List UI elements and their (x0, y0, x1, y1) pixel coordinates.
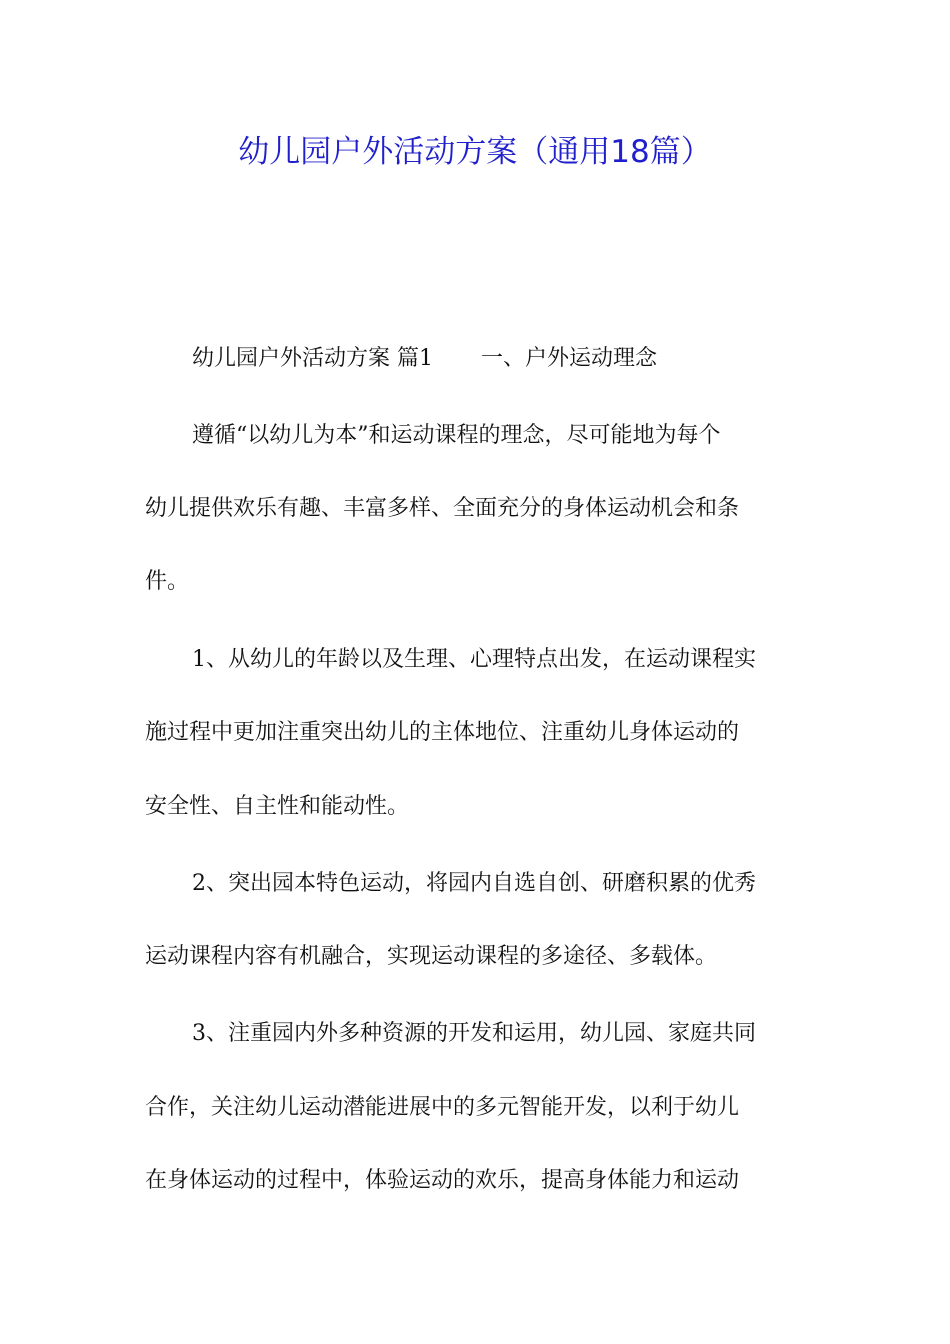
paragraph-line: 遵循“以幼儿为本”和运动课程的理念，尽可能地为每个 (192, 423, 721, 448)
section-heading-line (192, 344, 657, 374)
document-title: 幼儿园户外活动方案（通用18篇） (238, 134, 712, 170)
paragraph-line: 在身体运动的过程中，体验运动的欢乐，提高身体能力和运动 (145, 1168, 740, 1193)
paragraph-line: 施过程中更加注重突出幼儿的主体地位、注重幼儿身体运动的 (145, 720, 740, 745)
paragraph-line: 运动课程内容有机融合，实现运动课程的多途径、多载体。 (145, 944, 718, 969)
paragraph-line: 安全性、自主性和能动性。 (145, 794, 410, 819)
paragraph-line: 合作，关注幼儿运动潜能进展中的多元智能开发，以利于幼儿 (145, 1095, 740, 1120)
paragraph-line: 3、注重园内外多种资源的开发和运用，幼儿园、家庭共同 (192, 1021, 756, 1046)
paragraph-line: 2、突出园本特色运动，将园内自选自创、研磨积累的优秀 (192, 871, 756, 896)
section-heading: 一、户外运动理念 (481, 346, 658, 371)
article-heading: 幼儿园户外活动方案 篇1 (192, 346, 433, 371)
paragraph-line: 件。 (145, 569, 190, 594)
paragraph-line: 幼儿提供欢乐有趣、丰富多样、全面充分的身体运动机会和条 (145, 496, 740, 521)
paragraph-line: 1、从幼儿的年龄以及生理、心理特点出发，在运动课程实 (192, 647, 756, 672)
